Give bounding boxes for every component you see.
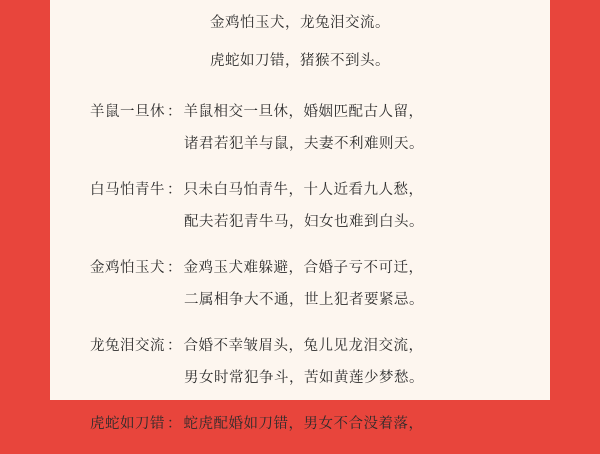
entry-row-primary — [68, 174, 532, 206]
entry-row-primary — [68, 408, 532, 440]
entry-colon: ： — [167, 416, 182, 432]
entry-row-primary — [68, 252, 532, 284]
entry-row-secondary — [68, 206, 532, 238]
verse-line-2: 虎蛇如刀错，猪猴不到头。 — [210, 53, 390, 69]
entry-title: 虎蛇如刀错 — [90, 416, 165, 432]
entry-line-1: 只未白马怕青牛，十人近看九人愁， — [183, 182, 424, 198]
paper-sheet — [50, 0, 550, 432]
entry-hu-she — [68, 408, 532, 440]
verse-line-1: 金鸡怕玉犬，龙兔泪交流。 — [210, 15, 390, 31]
document-content — [50, 0, 550, 454]
entry-line-1: 蛇虎配婚如刀错，男女不合没着落， — [183, 416, 424, 432]
entry-title: 白马怕青牛 — [90, 182, 165, 198]
entry-line-1: 合婚不幸皱眉头，兔儿见龙泪交流， — [183, 338, 424, 354]
entry-line-1: 金鸡玉犬难躲避，合婚子亏不可迁， — [183, 260, 424, 276]
right-red-band — [550, 0, 600, 400]
entry-yang-shu — [68, 96, 532, 160]
entry-line-1: 羊鼠相交一旦休，婚姻匹配古人留， — [183, 104, 424, 120]
entry-line-2: 诸君若犯羊与鼠，夫妻不利难则天。 — [184, 136, 424, 152]
entry-row-secondary — [68, 284, 532, 316]
entry-long-tu — [68, 330, 532, 394]
entry-title: 龙兔泪交流 — [90, 338, 165, 354]
entry-bai-ma — [68, 174, 532, 238]
left-red-band — [0, 0, 50, 400]
entry-row-secondary — [68, 128, 532, 160]
entry-colon: ： — [167, 338, 182, 354]
entry-title: 金鸡怕玉犬 — [90, 260, 165, 276]
entry-line-2: 男女时常犯争斗，苦如黄莲少梦愁。 — [184, 370, 424, 386]
entry-row-secondary — [68, 362, 532, 394]
entry-colon: ： — [167, 182, 182, 198]
entry-row-primary — [68, 96, 532, 128]
entries-list — [68, 96, 532, 440]
verse-block — [68, 2, 532, 80]
entry-colon: ： — [167, 104, 182, 120]
entry-title: 羊鼠一旦休 — [90, 104, 165, 120]
entry-jin-ji — [68, 252, 532, 316]
entry-row-primary — [68, 330, 532, 362]
entry-colon: ： — [167, 260, 182, 276]
entry-line-2: 配夫若犯青牛马，妇女也难到白头。 — [184, 214, 424, 230]
entry-line-2: 二属相争大不通，世上犯者要紧忌。 — [184, 292, 424, 308]
